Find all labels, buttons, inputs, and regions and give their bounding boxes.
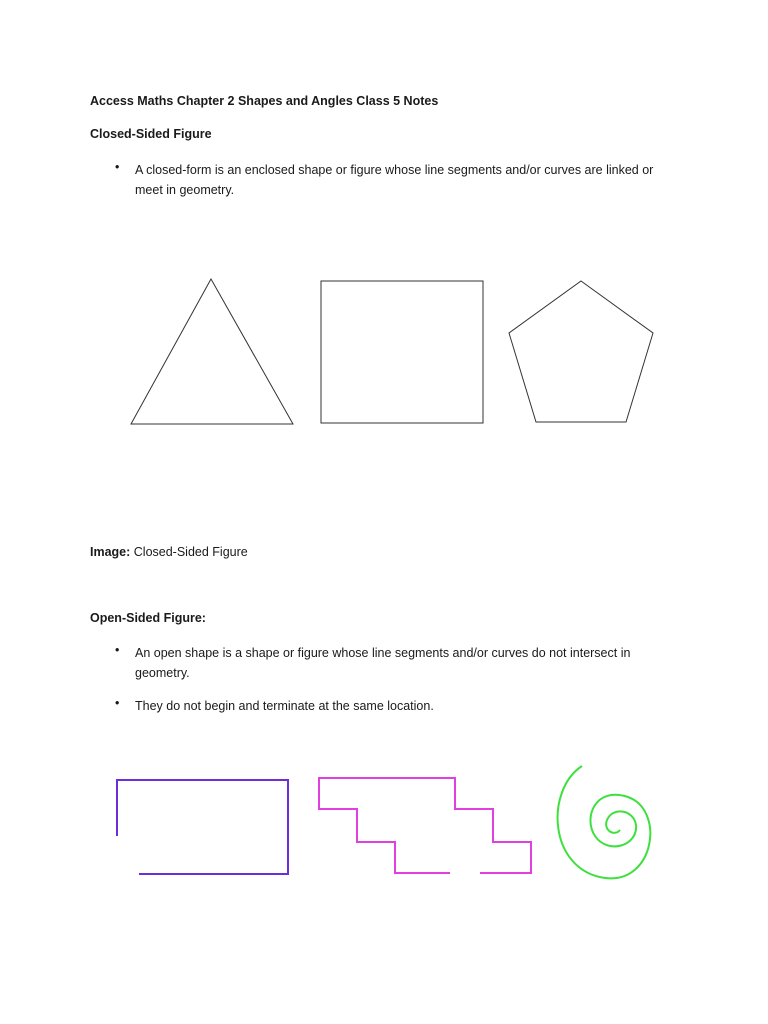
bullet-icon: • [115, 160, 120, 174]
open-bullet-text: An open shape is a shape or figure whose line segments and/or curves do not intersect in geometry. [135, 646, 631, 680]
triangle-shape [131, 279, 293, 424]
closed-figure-heading: Closed-Sided Figure [90, 127, 212, 141]
bullet-icon: • [115, 643, 120, 657]
pentagon-shape [509, 281, 653, 422]
closed-figure-caption [90, 545, 248, 559]
open-staircase-shape-upper [319, 778, 531, 873]
caption-label: Image: [90, 545, 131, 559]
open-rectangle-shape [117, 780, 288, 874]
open-bullet-text: They do not begin and terminate at the same location. [135, 699, 434, 713]
open-spiral-shape [558, 766, 651, 878]
caption-text: Closed-Sided Figure [130, 545, 248, 559]
bullet-icon: • [115, 696, 120, 710]
open-figure-heading: Open-Sided Figure: [90, 611, 206, 625]
document-title: Access Maths Chapter 2 Shapes and Angles Class 5 Notes [90, 94, 439, 108]
closed-bullet-text: A closed-form is an enclosed shape or figure whose line segments and/or curves are linked or meet in geometry. [135, 163, 654, 197]
square-shape [321, 281, 483, 423]
